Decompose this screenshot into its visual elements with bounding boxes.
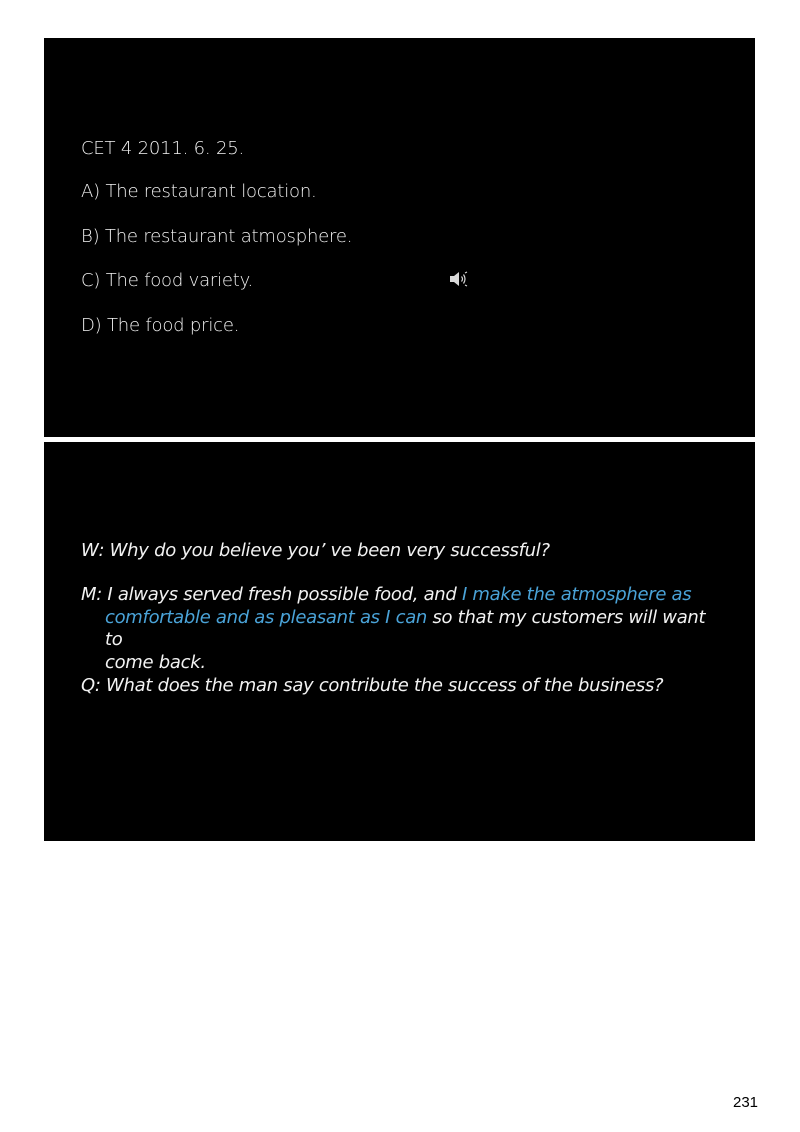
dialogue-man-text-1: M: I always served fresh possible food, and (81, 584, 462, 605)
slide-dialogue (44, 442, 755, 841)
dialogue-man-highlight-1: I make the atmosphere as (461, 584, 692, 605)
dialogue-man-text-3: come back. (105, 651, 206, 673)
dialogue-man-text-2: so that my customers will want to (105, 606, 706, 650)
option-b: B) The restaurant atmosphere. (81, 226, 353, 247)
dialogue-man-highlight-2: comfortable and as pleasant as I can (105, 606, 428, 628)
dialogue-man (81, 584, 721, 674)
option-a: A) The restaurant location. (81, 181, 317, 202)
option-d: D) The food price. (81, 315, 240, 336)
speaker-icon[interactable] (449, 270, 469, 288)
slide-header: CET 4 2011. 6. 25. (81, 138, 245, 159)
dialogue-question: Q: What does the man say contribute the success of the business? (81, 675, 664, 696)
dialogue-woman: W: Why do you believe you’ ve been very successful? (81, 540, 550, 561)
page-number: 231 (733, 1094, 759, 1111)
slide-options (44, 38, 755, 437)
option-c: C) The food variety. (81, 270, 254, 291)
